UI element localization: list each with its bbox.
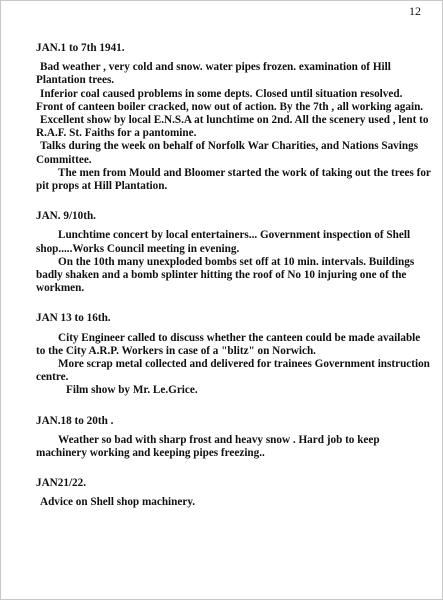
entry-paragraph: City Engineer called to discuss whether the canteen could be made available to the City A.R.P. Workers in case of a "blitz" on Norwich.: [36, 331, 421, 357]
entry-heading: JAN.18 to 20th .: [36, 414, 114, 427]
diary-entry: [36, 210, 431, 295]
document-body: [36, 42, 431, 510]
entry-heading: JAN. 9/10th.: [36, 210, 96, 223]
entry-paragraph: Talks during the week on behalf of Norfolk War Charities, and Nations Savings Committee.: [36, 140, 419, 166]
diary-entry: [36, 415, 431, 461]
entry-paragraph: The men from Mould and Bloomer started the work of taking out the trees for pit props at Hill Plantation.: [36, 166, 431, 193]
entry-paragraph: Lunchtime concert by local entertainers... Government inspection of Shell shop.....Works Council meeting in evening.: [36, 229, 411, 255]
entry-paragraph: Bad weather , very cold and snow. water pipes frozen. examination of Hill Plantation trees.: [36, 61, 391, 87]
diary-entry: [36, 312, 431, 397]
entry-paragraph: Advice on Shell shop machinery.: [40, 496, 196, 509]
entry-paragraph: Inferior coal caused problems in some depts. Closed until situation resolved. Front of canteen boiler cracked, now out of action. By the 7th , all working again.: [36, 87, 424, 113]
entry-heading: JAN 13 to 16th.: [36, 312, 111, 325]
entry-paragraph: Excellent show by local E.N.S.A at lunchtime on 2nd. All the scenery used , lent to R.A.F. St. Faiths for a pantomine.: [36, 114, 429, 140]
page-number: 12: [409, 4, 421, 18]
entry-paragraph: Weather so bad with sharp frost and heavy snow . Hard job to keep machinery working and keeping pipes freezing..: [36, 433, 380, 460]
entry-paragraph: Film show by Mr. Le.Grice.: [66, 384, 198, 397]
diary-entry: [36, 477, 431, 509]
entry-heading: JAN.1 to 7th 1941.: [36, 42, 125, 54]
entry-heading: JAN21/22.: [36, 477, 87, 490]
entry-paragraph: On the 10th many unexploded bombs set off at 10 min. intervals. Buildings badly shaken and a bomb splinter hitting the roof of No 10 injuring one of the workmen.: [36, 255, 415, 295]
entry-paragraph: More scrap metal collected and delivered for trainees Government instruction centre.: [36, 358, 430, 384]
diary-entry: [36, 42, 431, 193]
